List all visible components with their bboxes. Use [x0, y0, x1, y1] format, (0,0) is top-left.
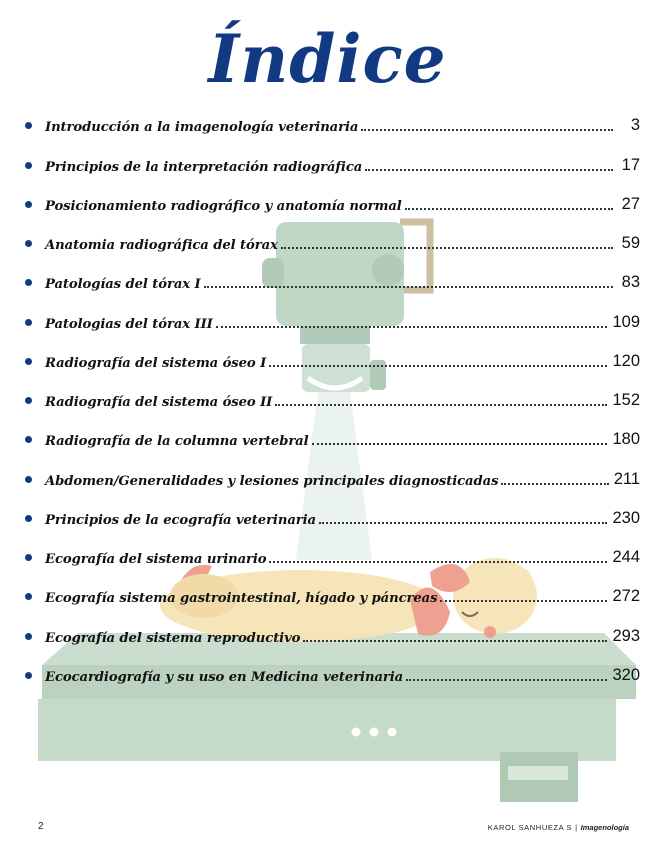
toc-entry[interactable]: [22, 418, 640, 457]
toc-entry-page: 59: [621, 234, 640, 252]
dot-leader: [269, 365, 607, 367]
toc-entry-label: Radiografía del sistema óseo II: [45, 395, 273, 410]
dot-leader: [303, 640, 607, 642]
footer-separator: |: [575, 823, 578, 832]
dot-leader: [204, 286, 613, 288]
toc-entry-label: Radiografía de la columna vertebral: [45, 434, 309, 450]
bullet-dot-icon: [25, 476, 32, 483]
toc-entry-label: Ecografía del sistema urinario: [45, 552, 267, 567]
toc-entry-label: Introducción a la imagenología veterinaria: [45, 120, 359, 136]
toc-entry[interactable]: [22, 497, 640, 536]
dot-leader: [501, 483, 608, 485]
toc-entry-label: Patologías del tórax I: [45, 277, 201, 293]
toc-entry-label: Abdomen/Generalidades y lesiones principales diagnosticadas: [45, 473, 499, 489]
dot-leader: [275, 404, 607, 406]
dot-leader: [365, 169, 613, 171]
bullet-dot-icon: [25, 436, 32, 443]
toc-entry[interactable]: [22, 457, 640, 496]
toc-entry-page: 152: [612, 391, 640, 409]
dot-leader: [406, 679, 607, 681]
footer-author: KAROL SANHUEZA S: [487, 823, 573, 832]
bullet-dot-icon: [25, 593, 32, 600]
toc-entry-label: Ecografía sistema gastrointestinal, hígado y páncreas: [45, 591, 438, 607]
toc-entry[interactable]: [22, 536, 640, 575]
toc-entry-page: 293: [612, 626, 640, 645]
toc-entry-page: 3: [630, 116, 640, 135]
table-of-contents: [22, 104, 640, 693]
bullet-dot-icon: [25, 358, 32, 365]
dot-leader: [405, 208, 613, 210]
toc-entry[interactable]: [22, 183, 640, 222]
toc-entry-label: Anatomia radiográfica del tórax: [45, 238, 278, 253]
toc-entry-label: Radiografía del sistema óseo I: [45, 355, 267, 371]
toc-entry-page: 320: [612, 665, 640, 684]
toc-entry-page: 244: [612, 548, 640, 566]
toc-entry-page: 120: [612, 351, 640, 370]
dot-leader: [361, 129, 613, 131]
dot-leader: [319, 522, 608, 524]
dot-leader: [216, 326, 608, 328]
toc-entry-label: Ecografía del sistema reproductivo: [45, 630, 301, 646]
bullet-dot-icon: [25, 122, 32, 129]
bullet-dot-icon: [25, 633, 32, 640]
toc-entry[interactable]: [22, 300, 640, 339]
toc-entry-label: Patologias del tórax III: [45, 316, 213, 332]
dot-leader: [312, 443, 608, 445]
toc-entry[interactable]: [22, 654, 640, 693]
bullet-dot-icon: [25, 201, 32, 208]
toc-entry-page: 27: [621, 194, 640, 213]
toc-entry-page: 83: [621, 273, 640, 292]
bullet-dot-icon: [25, 240, 32, 247]
bullet-dot-icon: [25, 672, 32, 679]
bullet-dot-icon: [25, 397, 32, 404]
toc-entry-label: Ecocardiografía y su uso en Medicina veterinaria: [45, 669, 404, 685]
toc-entry-page: 180: [612, 430, 640, 449]
toc-entry[interactable]: [22, 222, 640, 261]
toc-entry[interactable]: [22, 340, 640, 379]
toc-entry[interactable]: [22, 104, 640, 143]
toc-entry-label: Principios de la ecografía veterinaria: [45, 512, 316, 528]
toc-entry-label: Principios de la interpretación radiográfica: [45, 159, 363, 175]
bullet-dot-icon: [25, 319, 32, 326]
toc-entry[interactable]: [22, 143, 640, 182]
toc-entry-label: Posicionamiento radiográfico y anatomía normal: [45, 198, 402, 214]
toc-entry[interactable]: [22, 379, 640, 418]
toc-entry[interactable]: [22, 261, 640, 300]
footer-subject: Imagenología: [580, 823, 629, 832]
toc-entry[interactable]: [22, 575, 640, 614]
toc-entry[interactable]: [22, 614, 640, 653]
footer-credit: [488, 823, 629, 832]
bullet-dot-icon: [25, 515, 32, 522]
dot-leader: [440, 600, 607, 602]
toc-entry-page: 109: [612, 312, 640, 331]
toc-entry-page: 272: [612, 587, 640, 606]
dot-leader: [281, 247, 613, 249]
bullet-dot-icon: [25, 162, 32, 169]
bullet-dot-icon: [25, 279, 32, 286]
toc-entry-page: 211: [613, 469, 640, 488]
bullet-dot-icon: [25, 554, 32, 561]
toc-entry-page: 17: [621, 155, 640, 174]
toc-entry-page: 230: [612, 508, 640, 527]
page-number: 2: [38, 821, 44, 832]
dot-leader: [269, 561, 607, 563]
page-title: Índice: [208, 20, 447, 98]
